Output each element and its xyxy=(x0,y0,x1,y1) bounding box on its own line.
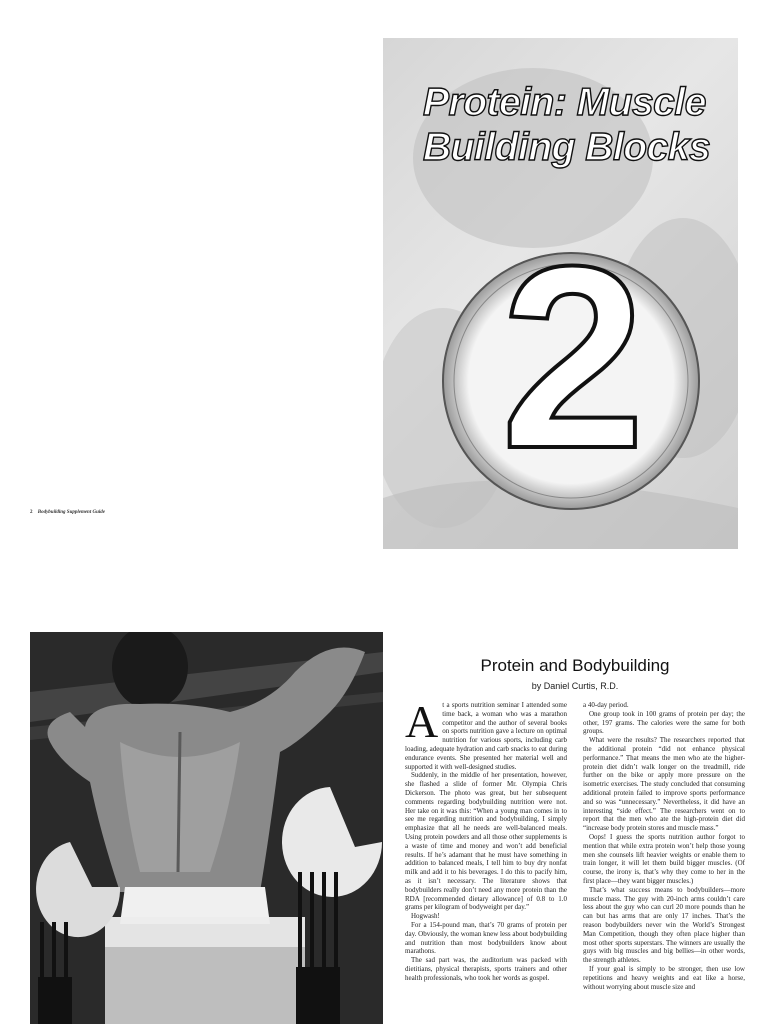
chapter-cover-image xyxy=(383,38,738,549)
bodybuilder-photo-art xyxy=(30,632,383,1024)
article-column-right xyxy=(583,701,745,991)
chapter-number: 2 xyxy=(500,213,646,503)
drop-cap: A xyxy=(405,696,439,747)
article-column-left xyxy=(405,696,567,983)
paragraph: What were the results? The researchers reported that the additional protein “did not enhance physical performance.” That means the men who ate the higher-protein diet didn’t walk longer on the treadmill, ride further on the bike or apply more pressure on the isometric exercises. The study concluded that consuming additional protein failed to improve sports performance and so was “unnecessary.” Nevertheless, it did have an interesting “side effect.” The researchers went on to report that the men who ate the high-protein diet did “increase body protein stores and muscle mass.” xyxy=(583,736,745,833)
page-number: 2 xyxy=(30,510,33,515)
paragraph: One group took in 100 grams of protein per day; the other, 197 grams. The calories were the same for both groups. xyxy=(583,709,745,736)
paragraph: If your goal is simply to be stronger, then use low repetitions and heavy weights and eat like a horse, without worrying about muscle size and xyxy=(583,964,745,991)
paragraph: The sad part was, the auditorium was packed with dietitians, physical therapists, sports trainers and other health professionals, who took her words as gospel. xyxy=(405,956,567,982)
bodybuilder-photo xyxy=(30,632,383,1024)
paragraph: a 40-day period. xyxy=(583,701,629,709)
article xyxy=(405,656,745,991)
chapter-title-line-2: Building Blocks xyxy=(423,126,711,169)
chapter-title xyxy=(423,80,733,170)
running-title: Bodybuilding Supplement Guide xyxy=(37,510,105,515)
paragraph: That’s what success means to bodybuilders—more muscle mass. The guy with 20-inch arms couldn’t care less about the guy who can curl 20 more pounds than he can but has arms that are only 17 inches. That’s the reason bodybuilders never win the World’s Strongest Man Competition, though they often place higher than most other sports superstars. The winners are usually the guys with big muscles and big bellies—in other words, the strength athletes. xyxy=(583,885,745,965)
paragraph: Suddenly, in the middle of her presentation, however, she flashed a slide of former Mr. Olympia Chris Dickerson. The photo was great, but her subsequent comments regarding bodybuilding nutrition were not. Her take on it was this: “When a young man comes in to see me regarding nutrition and bodybuilding, I simply emphasize that all he needs are well-balanced meals. Using protein powders and all those other supplements is a waste of time and money and won’t add beneficial results. If he’s adamant that he must have something in addition to balanced meals, I tell him to buy dry nonfat milk and add it to his beverages. I do this to pacify him, as it isn’t necessary. The literature shows that bodybuilders really don’t need any more protein than the RDA [recommended dietary allowance] of 0.8 to 1.0 grams per kilogram of bodyweight per day.” xyxy=(405,771,567,912)
article-title: Protein and Bodybuilding xyxy=(480,656,670,675)
paragraph: For a 154-pound man, that’s 70 grams of protein per day. Obviously, the woman knew less about bodybuilding and nutrition than most bodybuilders know about marathons. xyxy=(405,920,567,956)
paragraph: Hogwash! xyxy=(411,912,440,921)
page-folio xyxy=(30,510,105,515)
paragraph: t a sports nutrition seminar I attended some time back, a woman who was a marathon competitor and the author of several books on sports nutrition gave a lecture on optimal nutrition for various sports, including carb loading, adequate hydration and carb snacks to eat during endurance events. She presented her material well and supported it with well-designed studies. xyxy=(405,701,567,771)
paragraph: Oops! I guess the sports nutrition author forgot to mention that while extra protein won’t help those young men she counsels lift heavier weights or enable them to train longer, it will let them build bigger muscles. (Of course, the irony is, that’s why they come to her in the first place—they want bigger muscles.) xyxy=(583,832,745,885)
article-byline: by Daniel Curtis, R.D. xyxy=(531,681,619,691)
chapter-title-line-1: Protein: Muscle xyxy=(423,81,706,124)
